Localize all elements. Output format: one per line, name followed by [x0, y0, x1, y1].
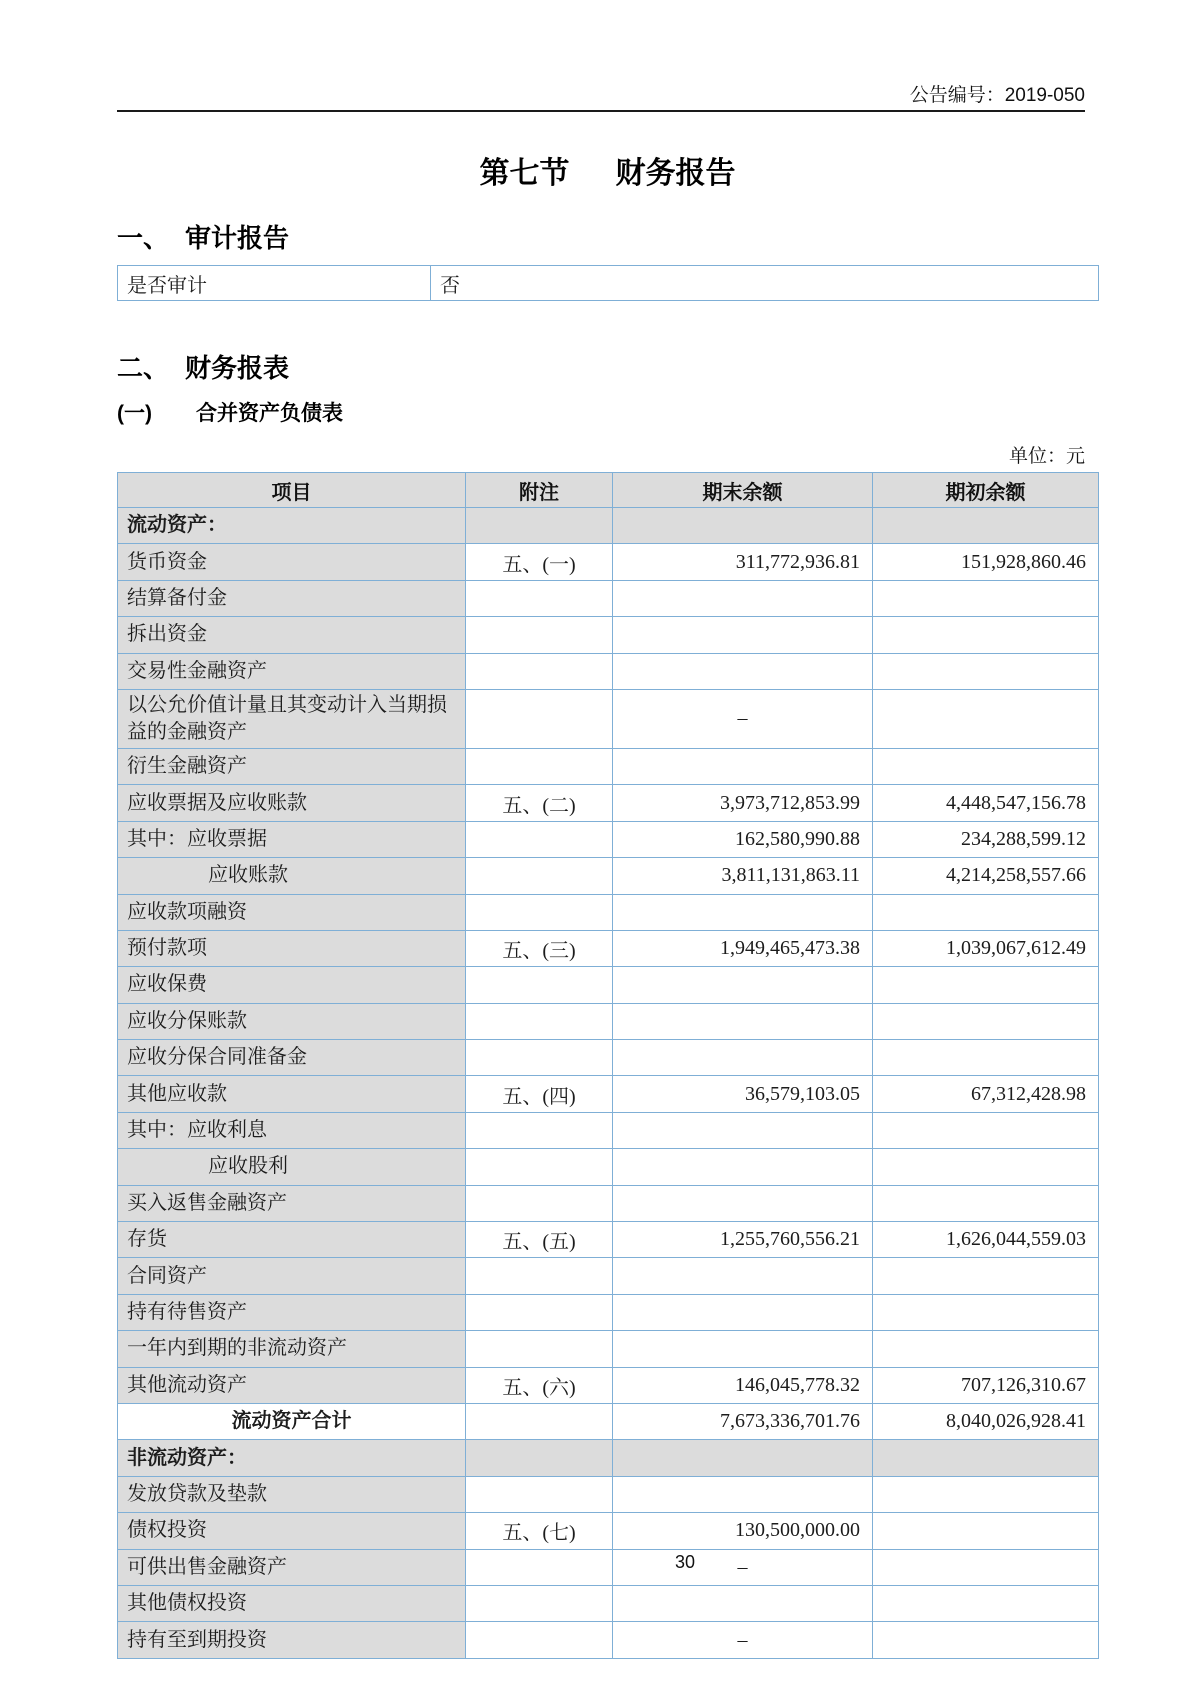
beginning-balance-cell [873, 1185, 1099, 1221]
heading-audit-label: 审计报告 [185, 223, 290, 253]
document-title-section: 第七节 [479, 157, 570, 190]
beginning-balance-cell: 1,039,067,612.49 [873, 930, 1099, 966]
heading-audit-report [117, 218, 289, 255]
table-row [118, 266, 1099, 301]
table-row [118, 1585, 1099, 1621]
table-row [118, 785, 1099, 821]
table-row [118, 689, 1099, 748]
subheading-number: (一) [117, 402, 152, 425]
beginning-balance-cell [873, 1149, 1099, 1185]
note-cell: 五、(四) [466, 1076, 613, 1112]
ending-balance-cell: 3,973,712,853.99 [613, 785, 873, 821]
item-label-cell: 发放贷款及垫款 [118, 1476, 466, 1512]
beginning-balance-cell [873, 617, 1099, 653]
ending-balance-cell: 1,949,465,473.38 [613, 930, 873, 966]
beginning-balance-cell [873, 1258, 1099, 1294]
note-cell [466, 1294, 613, 1330]
unit-label: 单位：元 [1008, 446, 1085, 467]
table-row [118, 1222, 1099, 1258]
ending-balance-cell [613, 653, 873, 689]
ending-balance-cell [613, 1185, 873, 1221]
page-number: 30 [674, 1552, 696, 1572]
table-row [118, 617, 1099, 653]
item-label-cell: 结算备付金 [118, 580, 466, 616]
item-label-cell: 应收账款 [118, 858, 466, 894]
ending-balance-cell: 3,811,131,863.11 [613, 858, 873, 894]
item-label-cell: 应收股利 [118, 1149, 466, 1185]
note-cell [466, 508, 613, 544]
beginning-balance-cell [873, 1112, 1099, 1148]
beginning-balance-cell: 707,126,310.67 [873, 1367, 1099, 1403]
ending-balance-cell: 311,772,936.81 [613, 544, 873, 580]
beginning-balance-cell: 1,626,044,559.03 [873, 1222, 1099, 1258]
beginning-balance-cell: 4,214,258,557.66 [873, 858, 1099, 894]
table-row [118, 1476, 1099, 1512]
item-label-cell: 买入返售金融资产 [118, 1185, 466, 1221]
ending-balance-cell: – [613, 689, 873, 748]
announcement-number: 公告编号：2019-050 [909, 85, 1085, 106]
note-cell: 五、(五) [466, 1222, 613, 1258]
beginning-balance-cell [873, 1440, 1099, 1476]
ending-balance-cell [613, 1149, 873, 1185]
table-row [118, 1003, 1099, 1039]
beginning-balance-cell [873, 1476, 1099, 1512]
beginning-balance-cell [873, 1513, 1099, 1549]
beginning-balance-cell [873, 689, 1099, 748]
beginning-balance-cell [873, 1294, 1099, 1330]
item-label-cell: 交易性金融资产 [118, 653, 466, 689]
note-cell [466, 1476, 613, 1512]
item-label-cell: 持有待售资产 [118, 1294, 466, 1330]
table-row [118, 1076, 1099, 1112]
beginning-balance-cell: 67,312,428.98 [873, 1076, 1099, 1112]
note-cell [466, 1258, 613, 1294]
ending-balance-cell: 146,045,778.32 [613, 1367, 873, 1403]
table-row [118, 1185, 1099, 1221]
item-label-cell: 一年内到期的非流动资产 [118, 1331, 466, 1367]
note-cell [466, 1112, 613, 1148]
item-label-cell: 合同资产 [118, 1258, 466, 1294]
table-row [118, 1367, 1099, 1403]
note-cell [466, 1331, 613, 1367]
item-label-cell: 非流动资产： [118, 1440, 466, 1476]
item-label-cell: 衍生金融资产 [118, 748, 466, 784]
note-cell: 五、(七) [466, 1513, 613, 1549]
ending-balance-cell [613, 967, 873, 1003]
heading-audit-number: 一、 [117, 223, 170, 253]
ending-balance-cell: – [613, 1622, 873, 1658]
note-cell [466, 653, 613, 689]
beginning-balance-cell [873, 1549, 1099, 1585]
beginning-balance-cell [873, 1331, 1099, 1367]
note-cell [466, 748, 613, 784]
table-row [118, 821, 1099, 857]
table-row [118, 1549, 1099, 1585]
table-row [118, 858, 1099, 894]
beginning-balance-cell [873, 967, 1099, 1003]
ending-balance-cell [613, 1585, 873, 1621]
item-label-cell: 其他应收款 [118, 1076, 466, 1112]
ending-balance-cell: 1,255,760,556.21 [613, 1222, 873, 1258]
table-row [118, 967, 1099, 1003]
table-row [118, 748, 1099, 784]
table-row [118, 1112, 1099, 1148]
item-label-cell: 流动资产合计 [118, 1403, 466, 1439]
note-cell [466, 1622, 613, 1658]
item-label-cell: 其他债权投资 [118, 1585, 466, 1621]
table-row [118, 544, 1099, 580]
note-cell: 五、(一) [466, 544, 613, 580]
ending-balance-cell [613, 1331, 873, 1367]
table-row [118, 1622, 1099, 1658]
item-label-cell: 持有至到期投资 [118, 1622, 466, 1658]
column-header-beginning-balance: 期初余额 [873, 473, 1099, 508]
table-row [118, 1513, 1099, 1549]
item-label-cell: 存货 [118, 1222, 466, 1258]
ending-balance-cell: 130,500,000.00 [613, 1513, 873, 1549]
note-cell [466, 1003, 613, 1039]
table-row [118, 1040, 1099, 1076]
item-label-cell: 债权投资 [118, 1513, 466, 1549]
note-cell [466, 1149, 613, 1185]
beginning-balance-cell [873, 1040, 1099, 1076]
beginning-balance-cell: 4,448,547,156.78 [873, 785, 1099, 821]
note-cell [466, 617, 613, 653]
heading-financial-statements [117, 348, 289, 385]
item-label-cell: 货币资金 [118, 544, 466, 580]
column-header-ending-balance: 期末余额 [613, 473, 873, 508]
ending-balance-cell [613, 1440, 873, 1476]
beginning-balance-cell [873, 653, 1099, 689]
heading-statements-number: 二、 [117, 353, 170, 383]
ending-balance-cell [613, 1294, 873, 1330]
beginning-balance-cell [873, 1585, 1099, 1621]
ending-balance-cell: 7,673,336,701.76 [613, 1403, 873, 1439]
beginning-balance-cell: 234,288,599.12 [873, 821, 1099, 857]
ending-balance-cell: – [613, 1549, 873, 1585]
ending-balance-cell [613, 1003, 873, 1039]
table-row [118, 1403, 1099, 1439]
ending-balance-cell [613, 508, 873, 544]
beginning-balance-cell [873, 1003, 1099, 1039]
item-label-cell: 应收票据及应收账款 [118, 785, 466, 821]
beginning-balance-cell [873, 1622, 1099, 1658]
balance-sheet-body [118, 508, 1099, 1659]
ending-balance-cell [613, 1112, 873, 1148]
note-cell [466, 1585, 613, 1621]
ending-balance-cell: 162,580,990.88 [613, 821, 873, 857]
ending-balance-cell [613, 617, 873, 653]
table-row [118, 1294, 1099, 1330]
item-label-cell: 其中：应收利息 [118, 1112, 466, 1148]
audit-answer-cell: 否 [431, 266, 1099, 301]
beginning-balance-cell [873, 894, 1099, 930]
ending-balance-cell [613, 580, 873, 616]
balance-sheet-table [117, 472, 1099, 1659]
ending-balance-cell [613, 1258, 873, 1294]
table-row [118, 894, 1099, 930]
table-row [118, 930, 1099, 966]
item-label-cell: 应收款项融资 [118, 894, 466, 930]
beginning-balance-cell [873, 580, 1099, 616]
ending-balance-cell: 36,579,103.05 [613, 1076, 873, 1112]
item-label-cell: 预付款项 [118, 930, 466, 966]
note-cell [466, 821, 613, 857]
item-label-cell: 以公允价值计量且其变动计入当期损益的金融资产 [118, 689, 466, 748]
note-cell [466, 967, 613, 1003]
note-cell [466, 580, 613, 616]
note-cell [466, 894, 613, 930]
item-label-cell: 应收分保账款 [118, 1003, 466, 1039]
note-cell [466, 689, 613, 748]
table-row [118, 1149, 1099, 1185]
note-cell: 五、(二) [466, 785, 613, 821]
item-label-cell: 拆出资金 [118, 617, 466, 653]
ending-balance-cell [613, 1476, 873, 1512]
note-cell: 五、(三) [466, 930, 613, 966]
note-cell [466, 1440, 613, 1476]
note-cell: 五、(六) [466, 1367, 613, 1403]
heading-statements-label: 财务报表 [185, 353, 290, 383]
note-cell [466, 1549, 613, 1585]
table-row [118, 580, 1099, 616]
beginning-balance-cell: 151,928,860.46 [873, 544, 1099, 580]
audit-status-table [117, 265, 1099, 301]
table-row [118, 1331, 1099, 1367]
note-cell [466, 1040, 613, 1076]
ending-balance-cell [613, 748, 873, 784]
item-label-cell: 其中：应收票据 [118, 821, 466, 857]
ending-balance-cell [613, 894, 873, 930]
item-label-cell: 应收分保合同准备金 [118, 1040, 466, 1076]
document-title [117, 148, 1098, 192]
note-cell [466, 1403, 613, 1439]
document-title-text: 财务报告 [615, 157, 736, 190]
table-row [118, 508, 1099, 544]
item-label-cell: 可供出售金融资产 [118, 1549, 466, 1585]
note-cell [466, 1185, 613, 1221]
subheading-balance-sheet [117, 397, 343, 427]
header-rule [117, 110, 1085, 112]
subheading-label: 合并资产负债表 [196, 402, 343, 425]
table-row [118, 653, 1099, 689]
beginning-balance-cell [873, 508, 1099, 544]
item-label-cell: 应收保费 [118, 967, 466, 1003]
ending-balance-cell [613, 1040, 873, 1076]
beginning-balance-cell [873, 748, 1099, 784]
item-label-cell: 其他流动资产 [118, 1367, 466, 1403]
note-cell [466, 858, 613, 894]
table-row [118, 1258, 1099, 1294]
beginning-balance-cell: 8,040,026,928.41 [873, 1403, 1099, 1439]
table-row [118, 1440, 1099, 1476]
audit-question-cell: 是否审计 [118, 266, 431, 301]
column-header-item: 项目 [118, 473, 466, 508]
item-label-cell: 流动资产： [118, 508, 466, 544]
column-header-note: 附注 [466, 473, 613, 508]
table-header-row [118, 473, 1099, 508]
